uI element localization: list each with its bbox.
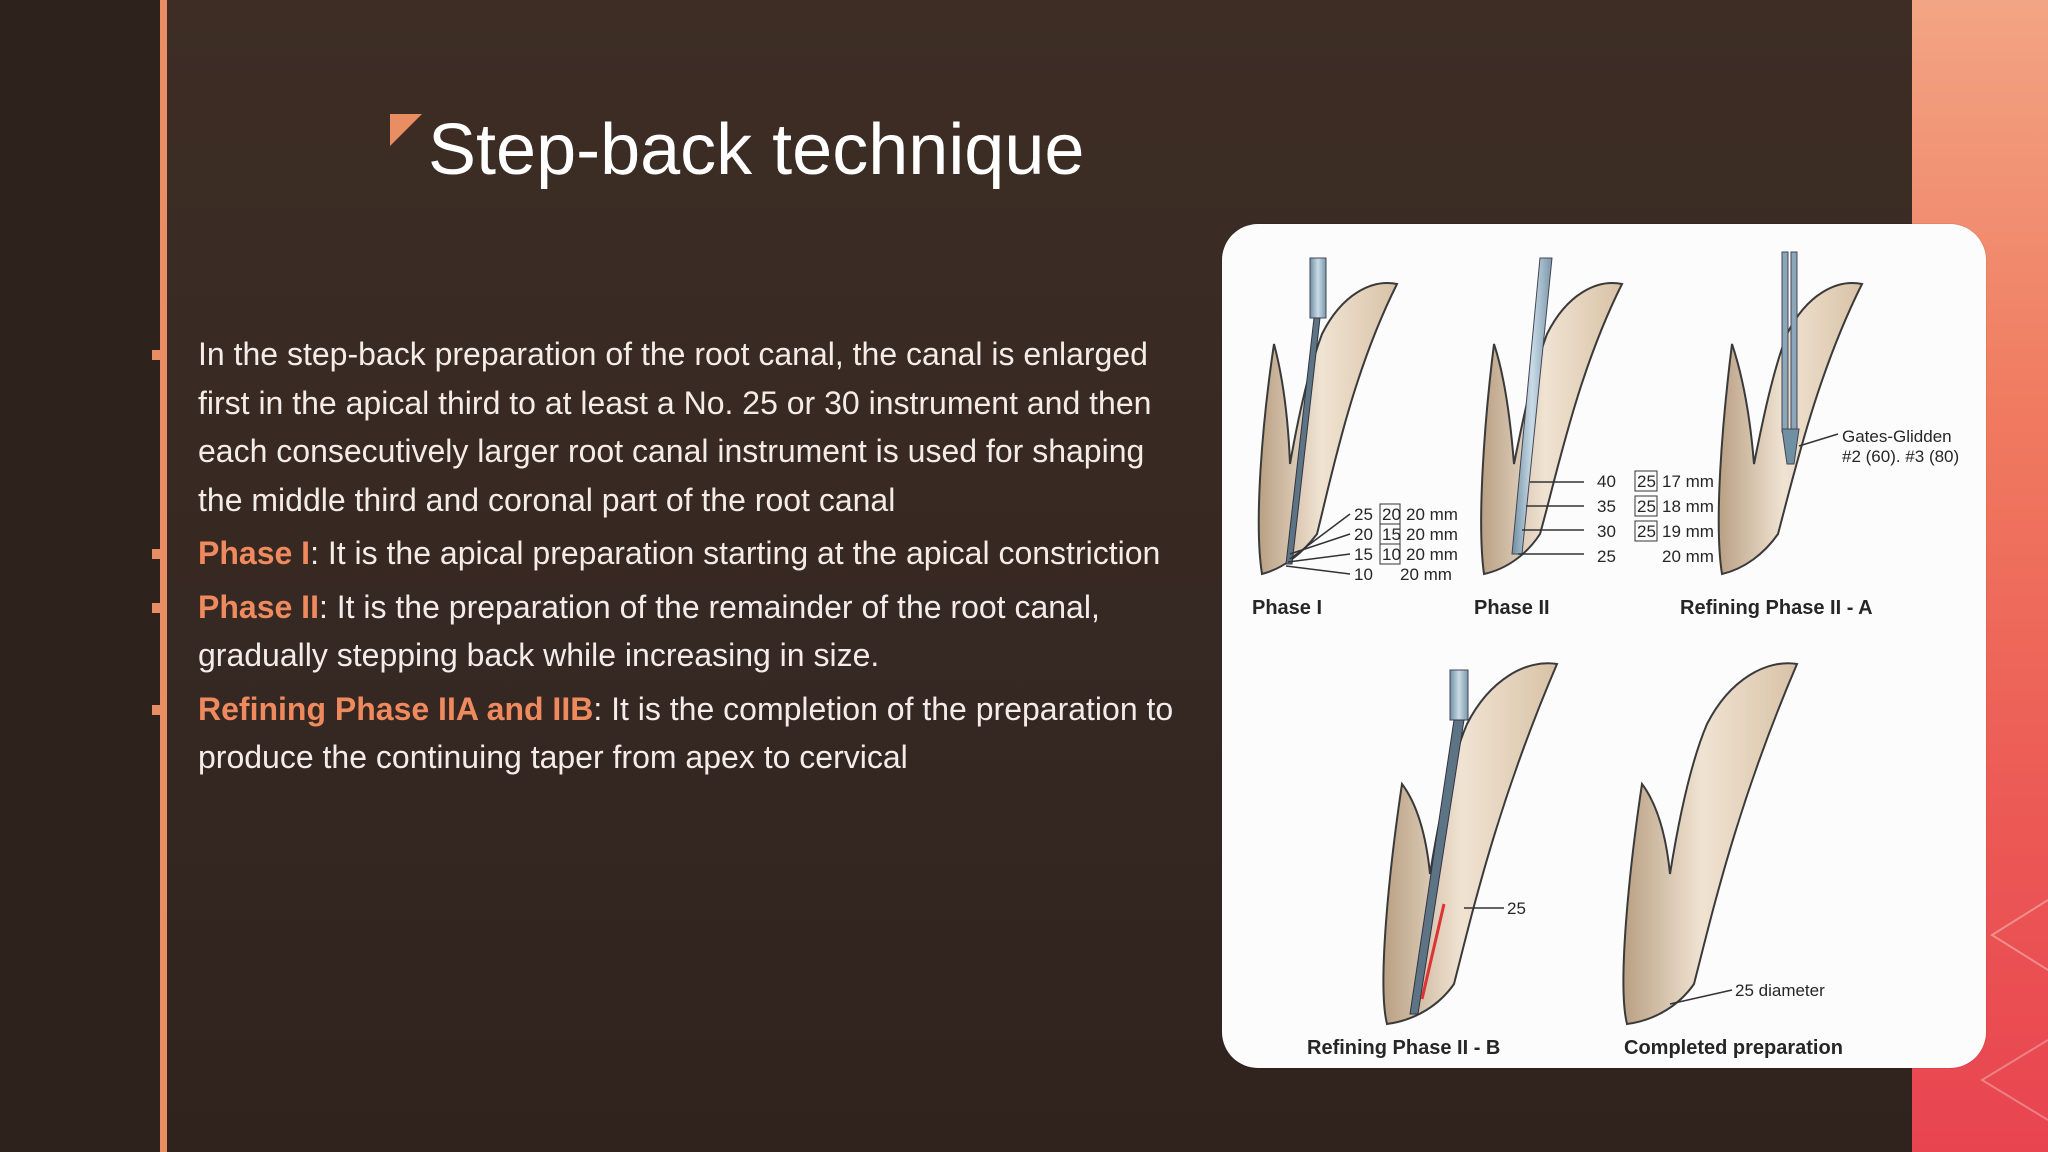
- p1-ann-6: 15: [1354, 545, 1373, 564]
- label-completed-preparation: Completed preparation: [1624, 1037, 1843, 1059]
- bullet-square-icon: [152, 705, 162, 715]
- p2-ann-1: 25: [1637, 472, 1656, 491]
- p3-ann-0: Gates-Glidden: [1842, 427, 1952, 446]
- p1-ann-0: 25: [1354, 505, 1373, 524]
- bullet-square-icon: [152, 603, 162, 613]
- p1-ann-5: 20 mm: [1406, 525, 1458, 544]
- p2-ann-5: 18 mm: [1662, 497, 1714, 516]
- p1-ann-7: 10: [1382, 545, 1401, 564]
- page-title: Step-back technique: [428, 110, 1085, 190]
- p1-ann-1: 20: [1382, 505, 1401, 524]
- bullet-square-icon: [152, 350, 162, 360]
- p1-ann-10: 20 mm: [1400, 565, 1452, 584]
- root-canal-figure: [1222, 224, 1986, 1068]
- label-phase-2: Phase II: [1474, 597, 1550, 619]
- title-marker-icon: [390, 114, 422, 146]
- bullet-text: In the step-back preparation of the root canal, the canal is enlarged first in the apical third to at least a No. 25 or 30 instrument and then each consecutively larger root canal instrument is used for shaping the middle third and coronal part of the root canal: [198, 336, 1152, 518]
- bullet-square-icon: [152, 549, 162, 559]
- p1-ann-4: 15: [1382, 525, 1401, 544]
- panel-refining-phase-2a: [1680, 252, 1959, 619]
- p2-ann-4: 25: [1637, 497, 1656, 516]
- bullet-highlight: Phase I: [198, 535, 311, 571]
- label-refining-phase-2a: Refining Phase II - A: [1680, 597, 1873, 619]
- p2-ann-9: 25: [1597, 547, 1616, 566]
- p2-ann-8: 19 mm: [1662, 522, 1714, 541]
- bullet-phase-1: [152, 529, 1197, 578]
- panel-refining-phase-2b: [1307, 663, 1557, 1059]
- title-wrap: [390, 100, 1084, 200]
- bullet-text: : It is the completion of the preparation to produce the continuing taper from apex to cervical: [198, 690, 1174, 775]
- bullet-refining-phase: [152, 685, 1197, 782]
- label-phase-1: Phase I: [1252, 597, 1323, 619]
- bullet-text: : It is the apical preparation starting at the apical constriction: [310, 535, 1161, 571]
- label-refining-phase-2b: Refining Phase II - B: [1307, 1037, 1501, 1059]
- bullet-highlight: Refining Phase IIA and IIB: [198, 690, 594, 727]
- panel-phase-2: [1474, 258, 1714, 619]
- p2-ann-0: 40: [1597, 472, 1616, 491]
- figure-card: [1222, 224, 1986, 1068]
- panel-completed-preparation: [1623, 663, 1842, 1059]
- p3-ann-1: #2 (60). #3 (80): [1842, 447, 1960, 466]
- p5-ann-0: 25 diameter: [1735, 981, 1825, 1000]
- p2-ann-2: 17 mm: [1662, 472, 1714, 491]
- p2-ann-6: 30: [1597, 522, 1616, 541]
- bullet-text: : It is the preparation of the remainder of the root canal, gradually stepping back while increasing in size.: [198, 588, 1100, 673]
- p2-ann-7: 25: [1637, 522, 1656, 541]
- p4-ann-0: 25: [1507, 899, 1526, 918]
- panel-phase-1: [1252, 258, 1458, 619]
- p1-ann-2: 20 mm: [1406, 505, 1458, 524]
- bullet-list: [152, 330, 1197, 787]
- p2-ann-10: 20 mm: [1662, 547, 1714, 566]
- bullet-phase-2: [152, 583, 1197, 680]
- p1-ann-3: 20: [1354, 525, 1373, 544]
- left-band: [0, 0, 160, 1152]
- p2-ann-3: 35: [1597, 497, 1616, 516]
- p1-ann-9: 10: [1354, 565, 1373, 584]
- bullet-intro: [152, 330, 1197, 524]
- bullet-highlight: Phase II: [198, 588, 319, 625]
- p1-ann-8: 20 mm: [1406, 545, 1458, 564]
